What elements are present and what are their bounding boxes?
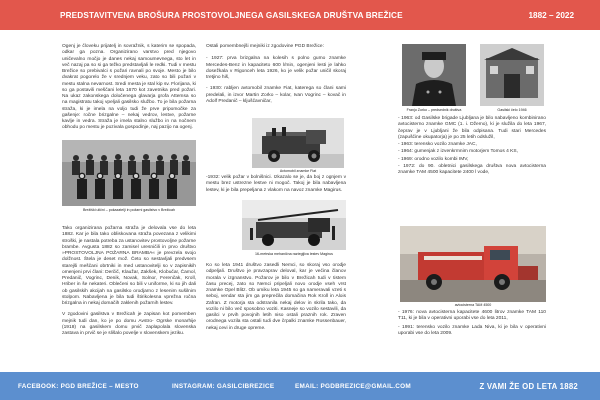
photo-caption: avtocisterna TAM 4500 (454, 303, 492, 307)
facebook-link[interactable]: FACEBOOK: PGD BREŽICE – MESTO (18, 382, 139, 390)
email-link[interactable]: EMAIL: PGDBREZICE@GMAIL.COM (295, 382, 411, 390)
photo-caption: 16-metrska mehanična raztegljiva lestev Magirus (255, 252, 333, 256)
photo-caption: Avtomobil znamke Fiat (279, 169, 317, 173)
paragraph: - 1976: nova avtocisterna kapacitete 4600 litrov znamke TAM 110 T11, ki je bila v operativni uporabi vse do leta 2011, (398, 310, 546, 322)
photo-caption: Brežiški ulični – pokazatelji in požarni gasilstvo v Brežicah (82, 208, 176, 212)
column-left (62, 44, 196, 137)
column-middle (206, 44, 346, 110)
column-right (398, 116, 546, 181)
paragraph: Tako organizirana požarna straža je delovala vse do leta 1882. Kar je bila tako obliskovana straža povezana z velikimi stroški, je nastala potreba za ustanovitev prostovoljne požarne brambe. Avgusta 1882 so zamisel uresničili in prvo društvo »PROSTOVOLJNA POŽARNA BRAMBA« je prevzela svojo dolžnost. Štela je deset mož. Četo so sestavljali predvsem starejši meščani obrtniki in med ustanovitelji so v zapisnikih omenjeni prvi člani: Derčič, Klaužar, Zakšek, Klobučar, Čamol, Predanič, Vogrinc, Denik, Novak, Solnor, Ferenčak, Kroll, Hriber in še nekateri. Oblečeni so bili v uniforme, ki so jih dali ob gasilskih akcijah na gasilsko orodjarno z lesenim sušilnim stolpom. Nabavljena je bila tudi štirikolesna vprežna ročna brizgalna in nekaj domačih zaklenih požarnih lestev. (62, 226, 196, 306)
slogan: Z VAMI ŽE OD LETA 1882 (479, 381, 578, 391)
column-right-lower (398, 310, 546, 342)
photo-portrait-president (402, 44, 466, 106)
paragraph: Ogenj je človeku prijatelj in sovražnik, s katerim se spopada, odkar ga pozna. Organizirano varstvo pred njegovo uničevalno močjo je danes nekaj samoumevnega, sto let in več nazaj pa so si ga težko predstavljali le redki. Tudi v mestu Brežice so prebivalci s požari ravnali po svoje. Mesto je bilo dvakrat pogorelo že v srednjem veku, zato so bili požari v mestu stalna nevarnost. Sredi mesta je stal kip sv. Florijana, ki so ga postavili meščani leta 1670 kot zavetnika pred požari. Na ukaz zakonskega določenega glavarja grofa Attemsa so na magistratu takoj vpeljali gasilsko službo. To je bila požarna straža, ki je imela na voljo tudi že prve pripomočke za gašenje: ročne brizgalne – nekaj vedrov, lestve, požarne kavlje in vedra. Straža je imela stalno službo in na nočnem obhodu po mestu je pozivala gospodinje, naj pazijo na ogenj. (62, 44, 196, 131)
paragraph: - 1991: terensko vozilo znamke Lada Niva, ki je bila v operativni uporabi vse do leta 2009. (398, 324, 546, 336)
photo-fiat-vehicle (252, 118, 344, 168)
photo-caption: Franjo Zorko – predsednik društva (406, 108, 462, 112)
paragraph: -1932: velik požar v bolnišnici. Izkazalo se je, da boj z ognjem v mestu brez ustrezne lestve ni mogoč. Takoj je bila nabavljena lestev, ki je bila prepeljana z vlakom na navoz znamke Magirus. (206, 175, 346, 193)
paragraph: - 1964: gumenjak z izvenkrmnim motorjem Tomos 4 KS, (398, 149, 518, 155)
column-left-lower (62, 226, 196, 342)
paragraph: V zgodovini gasilstva v Brežicah je zapisan kot pomemben mejnik tudi dan, ko je po domu Avstro- Ogrske monarhije (1918) na gasilskem domu prvič zaplapolala slovenska zastava in prvič se je slišalo povelje v slovenskem jeziku. (62, 312, 196, 336)
paragraph: - 1963: terensko vozilo znamke JAC, (398, 142, 477, 147)
page-title: PREDSTAVITVENA BROŠURA PROSTOVOLJNEGA GASILSKEGA DRUŠTVA BREŽICE (60, 10, 403, 20)
paragraph: - 1972: do 90. obletnici gasilskega društva nova avtocisterna znamke TAM 4500 kapacitete 2400 l vode, (398, 163, 546, 175)
paragraph: - 1963: od Gasilske brigade Ljubljana je bilo nabavljeno kombinirano avtocisterno znamke GMC (1. i. Džemo), ki je služila do leta 1967, čeprav je v Ljubljani že bila odpisana. Tudi stari Mercedes (zapuščine okupatorja) je po 25 letih odslužil, (398, 116, 546, 140)
header-bar (0, 0, 600, 30)
photo-caption: Gasilski čelo 1946 (497, 108, 527, 112)
column-middle-second (206, 175, 346, 199)
paragraph: - 1927: prva brizgalna na kolesih s polno gumo znamke Mercedes-Benz in kapaciteto 600 l/min, ogenjeni lesti je lahko dosežkala v Rigonceh leta 1926, ko je velik požar uničil skoraj tretjino hiš, (206, 56, 346, 80)
photo-tam-tanker (400, 226, 546, 302)
column-middle-third (206, 263, 346, 337)
instagram-link[interactable]: INSTAGRAM: GASILCIBREZICE (172, 382, 275, 390)
photo-magirus-ladder (242, 200, 346, 250)
paragraph: Ostali pomembnejši mejniki iz zgodovine PGD Brežice: (206, 44, 324, 49)
paragraph: - 1969: orodno vozilo kombi IMV, (398, 156, 469, 162)
year-range: 1882 – 2022 (528, 10, 574, 20)
group-photo-firefighters (62, 140, 196, 206)
paragraph: - 1930: rabljen avtomobil znamke Fiat, katerega so člani sami predelali, in izvor Martin Zorko – kolar, Ivan Vogrinc – kovač in Adolf Predanič – kljuščavničar, (206, 86, 346, 104)
photo-fire-station-1946 (480, 44, 544, 106)
footer-bar (0, 372, 600, 400)
paragraph: Ko so leta 1941 društvo zasedli Nemci, so skoraj vso orodje odpeljali. Društvo je pravzaprav deloval, kar je večina članov morala v izgnanstvo. Požarov je bilo v Brežicah tudi v tistem času precej, zato so Nemci pripeljali novo orodje vseh vrst znamke Opel Blitz. Ob umiku leta 1945 so ga nameravali vzeti s seboj, vendar sta jim ga preprečila domačina Rok Kroll in Alois Zafran. Z motorja sta odstranila nekaj delov in skrila tako, da vozilo ni bilo več sposobno voziti. Kasneje so vozilo sestavili, da gasilci v prvih povojnih letih niso ostali praznih rok. Zraven orodnega vozila sta ostali tudi dve črpalki znamke Rossenbauer, nekaj cevi in druge opreme. (206, 263, 346, 331)
